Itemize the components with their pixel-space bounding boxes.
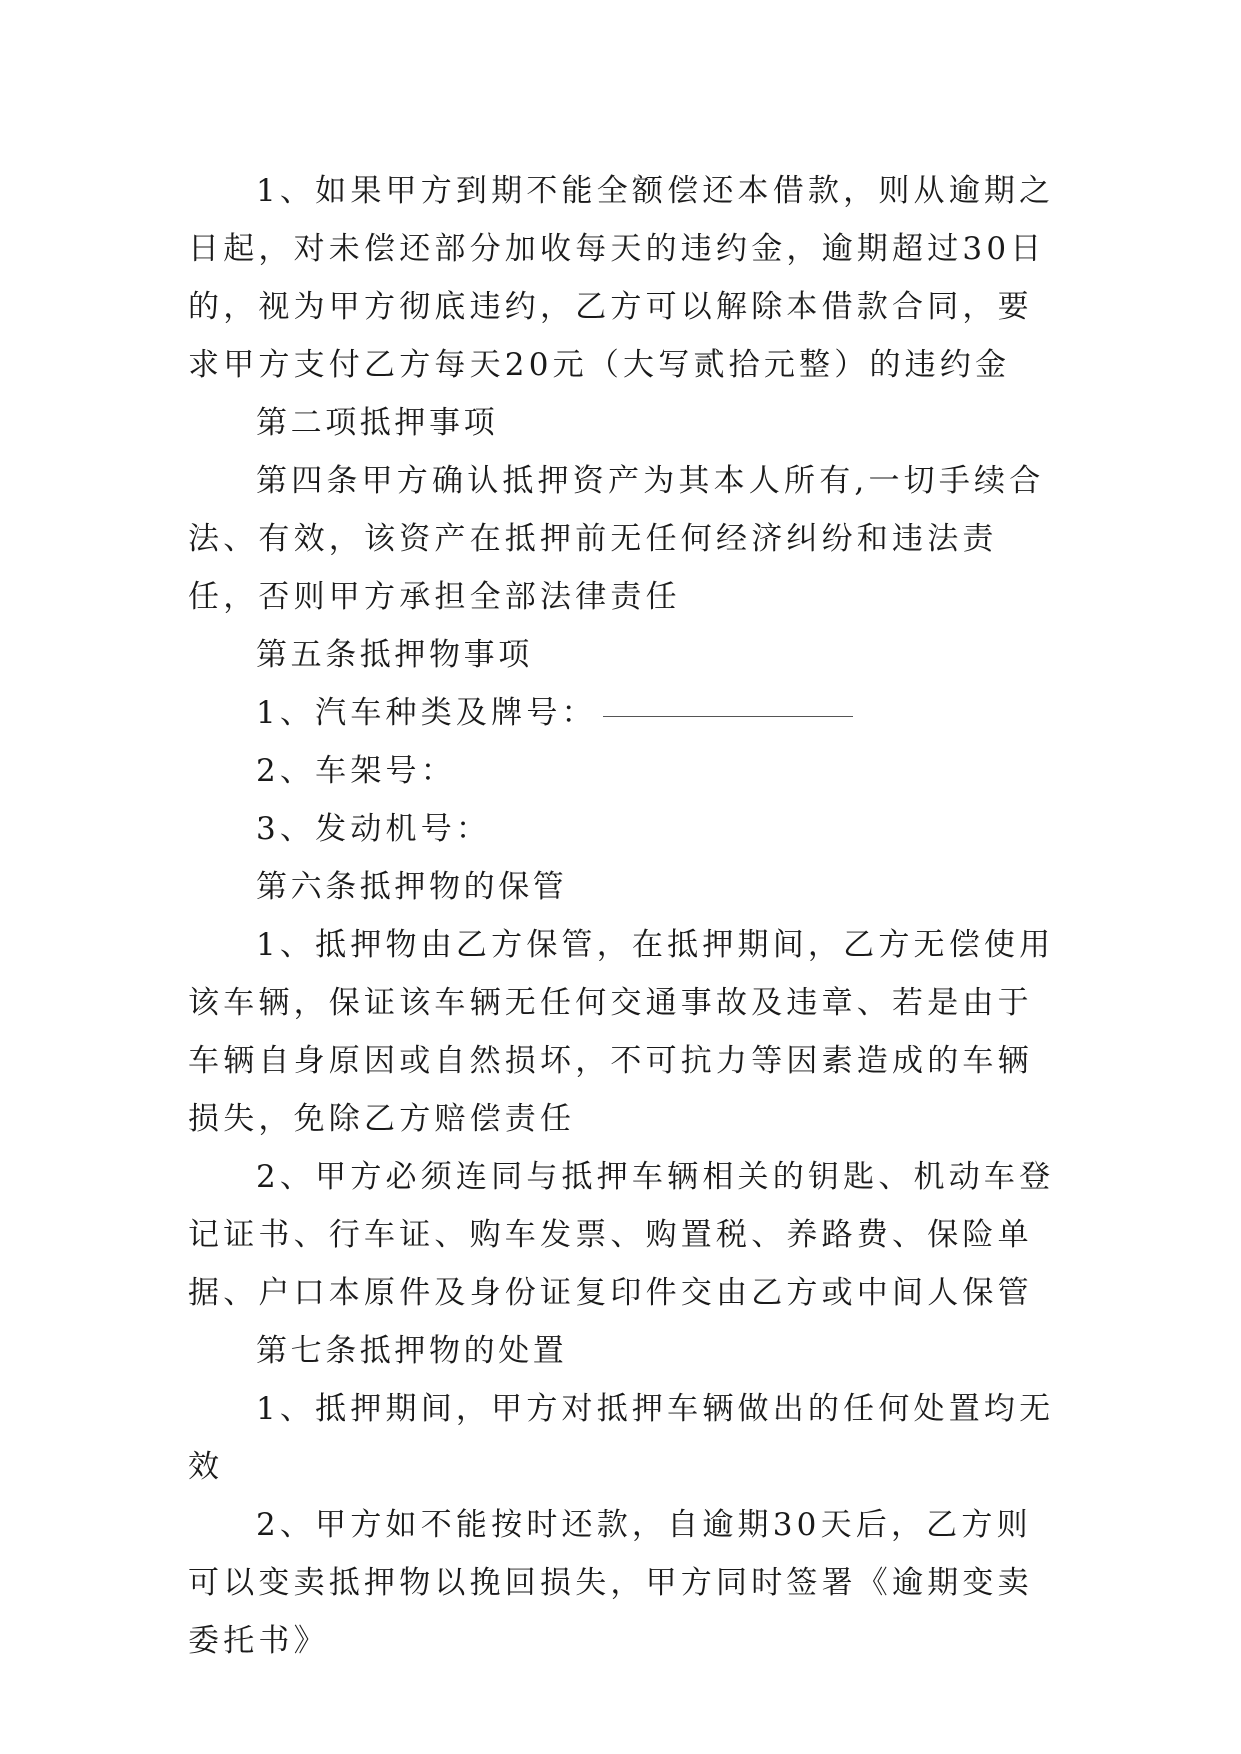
clause-disposal-2: 2、甲方如不能按时还款，自逾期30天后，乙方则可以变卖抵押物以挽回损失，甲方同时签署《逾期变卖委托书》: [188, 1507, 1033, 1659]
engine-number-line: 3、发动机号：: [256, 811, 492, 847]
article-7-heading: 第七条抵押物的处置: [256, 1333, 568, 1369]
clause-overdue-penalty: 1、如果甲方到期不能全额偿还本借款，则从逾期之日起，对未偿还部分加收每天的违约金，逾期超过30日的，视为甲方彻底违约，乙方可以解除本借款合同，要求甲方支付乙方每天20元（大写贰拾元整）的违约金: [188, 173, 1055, 383]
article-5-heading: 第五条抵押物事项: [256, 637, 533, 673]
frame-number-line: 2、车架号：: [256, 753, 456, 789]
clause-custody-1: 1、抵押物由乙方保管，在抵押期间，乙方无偿使用该车辆，保证该车辆无任何交通事故及违章、若是由于车辆自身原因或自然损坏，不可抗力等因素造成的车辆损失，免除乙方赔偿责任: [188, 927, 1055, 1137]
vehicle-type-blank[interactable]: [603, 715, 853, 717]
clause-custody-2: 2、甲方必须连同与抵押车辆相关的钥匙、机动车登记证书、行车证、购车发票、购置税、养路费、保险单据、户口本原件及身份证复印件交由乙方或中间人保管: [188, 1159, 1055, 1311]
section-heading-mortgage: 第二项抵押事项: [256, 405, 499, 441]
document-page: [188, 162, 1060, 1670]
clause-disposal-1: 1、抵押期间，甲方对抵押车辆做出的任何处置均无效: [188, 1391, 1055, 1485]
clause-article-4: 第四条甲方确认抵押资产为其本人所有,一切手续合法、有效，该资产在抵押前无任何经济纠纷和违法责任，否则甲方承担全部法律责任: [188, 463, 1045, 615]
vehicle-type-label: 1、汽车种类及牌号：: [256, 695, 597, 731]
article-6-heading: 第六条抵押物的保管: [256, 869, 568, 905]
vehicle-type-line: [188, 684, 1060, 742]
